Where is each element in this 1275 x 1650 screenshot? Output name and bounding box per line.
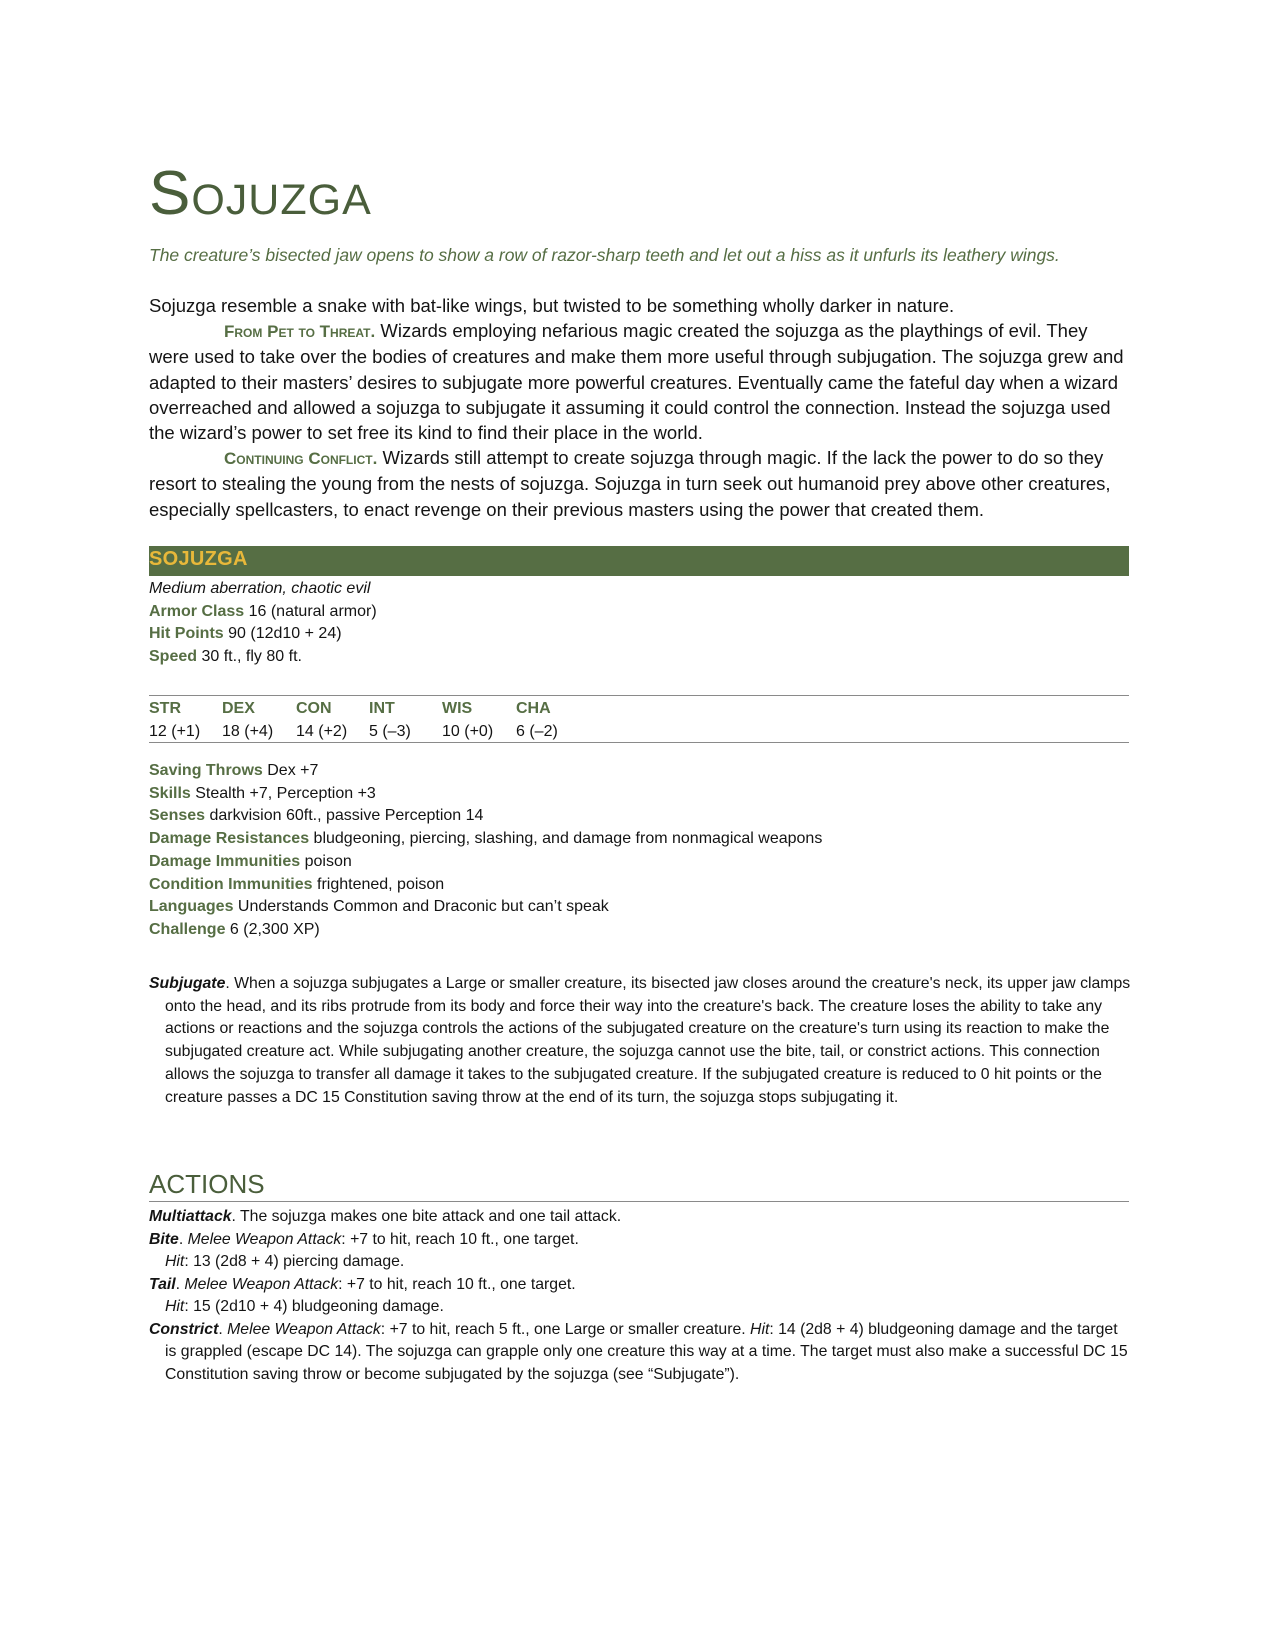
action-tail-hit: Hit: 15 (2d10 + 4) bludgeoning damage. xyxy=(165,1298,444,1315)
speed-line: Speed 30 ft., fly 80 ft. xyxy=(149,648,302,666)
subjugate-trait: Subjugate. When a sojuzga subjugates a Large or smaller creature, its bisected jaw closes around the creature's neck, its upper jaw clamps onto the head, and its ribs protrude from its body and force their way into the creature's back. The creature loses the ability to take any actions or reactions and the sojuzga controls the actions of the subjugated creature on the creature's turn using its reaction to make the subjugated creature act. While subjugating another creature, the sojuzga cannot use the bite, tail, or constrict actions. This connection allows the sojuzga to transfer all damage it takes to the subjugated creature. If the subjugated creature is reduced to 0 hit points or the creature passes a DC 15 Constitution saving throw at the end of its turn, the sojuzga stops subjugating it. xyxy=(149,975,1131,1106)
action-constrict: Constrict. Melee Weapon Attack: +7 to hit, reach 5 ft., one Large or smaller creature. Hit: 14 (2d8 + 4) bludgeoning damage and the target is grappled (escape DC 14). The sojuzga can grapple only one creature this way at a time. The target must also make a successful DC 15 Constitution saving throw or become subjugated by the sojuzga (see “Subjugate”). xyxy=(149,1320,1128,1383)
ability-str: STR 12 (+1) xyxy=(149,700,201,740)
statblock-traits xyxy=(149,760,822,942)
action-bite: Bite. Melee Weapon Attack: +7 to hit, reach 10 ft., one target. xyxy=(149,1230,579,1248)
ability-cha: CHA 6 (–2) xyxy=(516,700,558,740)
trait-name: Subjugate xyxy=(149,975,226,992)
trait-line: Challenge 6 (2,300 XP) xyxy=(149,920,320,938)
trait-line: Languages Understands Common and Draconic but can’t speak xyxy=(149,898,609,916)
intro-text xyxy=(149,293,1129,522)
flavor-text: The creature’s bisected jaw opens to show a row of razor-sharp teeth and let out a hiss as it unfurls its leathery wings. xyxy=(149,245,1060,265)
paragraph-body: Wizards employing nefarious magic created the sojuzga as the playthings of evil. They were used to take over the bodies of creatures and make them more useful through subjugation. The sojuzga grew and adapted to their masters’ desires to subjugate more powerful creatures. Eventually came the fateful day when a wizard overreached and allowed a sojuzga to subjugate it assuming it could control the connection. Instead the sojuzga used the wizard’s power to set free its kind to find their place in the world. xyxy=(149,320,1124,444)
intro-paragraph-1: Sojuzga resemble a snake with bat-like wings, but twisted to be something wholly darker in nature. xyxy=(149,295,955,316)
statblock-header-bar xyxy=(149,546,1129,576)
ability-scores xyxy=(149,695,1129,743)
trait-line: Saving Throws Dex +7 xyxy=(149,762,319,779)
trait-line: Senses darkvision 60ft., passive Perception 14 xyxy=(149,807,484,825)
action-tail: Tail. Melee Weapon Attack: +7 to hit, reach 10 ft., one target. xyxy=(149,1275,576,1293)
trait-line: Skills Stealth +7, Perception +3 xyxy=(149,784,376,802)
creature-type: Medium aberration, chaotic evil xyxy=(149,580,371,597)
intro-paragraph-2: From Pet to Threat. Wizards employing nefarious magic created the sojuzga as the playthings of evil. They were used to take over the bodies of creatures and make them more useful through subjugation. The sojuzga grew and adapted to their masters’ desires to subjugate more powerful creatures. Eventually came the fateful day when a wizard overreached and allowed a sojuzga to subjugate it assuming it could control the connection. Instead the sojuzga used the wizard’s power to set free its kind to find their place in the world. xyxy=(149,320,1124,444)
ability-int: INT 5 (–3) xyxy=(369,700,411,740)
action-bite-hit: Hit: 13 (2d8 + 4) piercing damage. xyxy=(165,1253,405,1270)
trait-line: Damage Resistances bludgeoning, piercing, slashing, and damage from nonmagical weapons xyxy=(149,830,823,848)
ability-wis: WIS 10 (+0) xyxy=(442,700,494,740)
paragraph-body: Wizards still attempt to create sojuzga through magic. If the lack the power to do so they resort to stealing the young from the nests of sojuzga. Sojuzga in turn seek out humanoid prey above other creatures, especially spellcasters, to enact revenge on their previous masters using the power that created them. xyxy=(149,447,1111,520)
section-heading-pet-to-threat: From Pet to Threat xyxy=(224,322,371,342)
statblock-basics xyxy=(149,578,377,669)
ability-con: CON 14 (+2) xyxy=(296,700,348,740)
trait-line: Condition Immunities frightened, poison xyxy=(149,875,445,893)
hit-points-line: Hit Points 90 (12d10 + 24) xyxy=(149,625,342,643)
action-multiattack: Multiattack. The sojuzga makes one bite attack and one tail attack. xyxy=(149,1208,622,1225)
intro-paragraph-3: Continuing Conflict. Wizards still attempt to create sojuzga through magic. If the lack the power to do so they resort to stealing the young from the nests of sojuzga. Sojuzga in turn seek out humanoid prey above other creatures, especially spellcasters, to enact revenge on their previous masters using the power that created them. xyxy=(149,447,1111,520)
actions-list xyxy=(149,1206,1129,1386)
actions-heading: ACTIONS xyxy=(149,1168,1129,1202)
armor-class-line: Armor Class 16 (natural armor) xyxy=(149,602,377,620)
statblock-name: SOJUZGA xyxy=(149,548,248,570)
ability-dex: DEX 18 (+4) xyxy=(222,700,274,740)
page-title: Sojuzga xyxy=(149,159,372,228)
trait-line: Damage Immunities poison xyxy=(149,852,352,870)
section-heading-continuing-conflict: Continuing Conflict xyxy=(224,449,373,469)
